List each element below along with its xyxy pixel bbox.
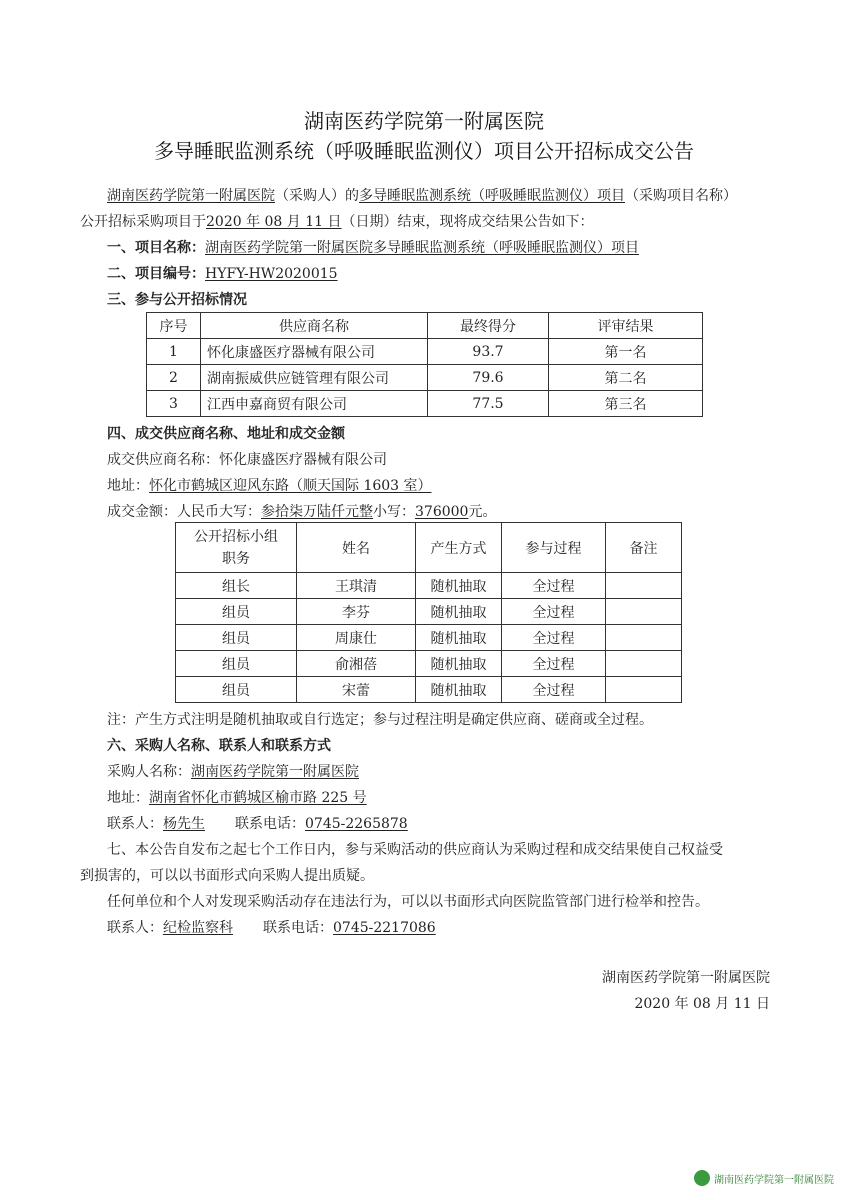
purchaser-name-label: 采购人名称： — [107, 764, 191, 780]
panel-cell: 李芬 — [297, 599, 416, 625]
purchaser-phone-value: 0745-2265878 — [305, 816, 408, 832]
bid-cell: 湖南振威供应链管理有限公司 — [201, 365, 428, 391]
purchaser-address-value: 湖南省怀化市鹤城区榆市路 225 号 — [149, 790, 367, 806]
section7-line2: 到损害的，可以以书面形式向采购人提出质疑。 — [80, 868, 374, 884]
intro-date: 2020 年 08 月 11 日 — [206, 214, 342, 230]
watermark-logo — [694, 1170, 834, 1186]
bid-cell: 江西申嘉商贸有限公司 — [201, 391, 428, 417]
panel-cell: 周康仕 — [297, 625, 416, 651]
bid-header-cell: 供应商名称 — [201, 313, 428, 339]
amount-mid: 小写： — [373, 504, 415, 520]
panel-cell — [606, 651, 682, 677]
panel-cell: 随机抽取 — [416, 677, 502, 703]
bid-table-header — [147, 313, 703, 339]
bid-header-cell: 序号 — [147, 313, 201, 339]
note: 注：产生方式注明是随机抽取或自行选定；参与过程注明是确定供应商、磋商或全过程。 — [107, 712, 653, 728]
bid-cell: 3 — [147, 391, 201, 417]
purchaser-name-value: 湖南医药学院第一附属医院 — [191, 764, 359, 780]
watermark-text: 湖南医药学院第一附属医院 — [714, 1174, 834, 1186]
panel-cell: 组员 — [176, 599, 297, 625]
panel-header-line2: 职务 — [222, 550, 250, 567]
panel-cell: 随机抽取 — [416, 599, 502, 625]
panel-cell: 全过程 — [502, 651, 606, 677]
panel-header-line1: 公开招标小组 — [194, 528, 278, 545]
panel-cell: 全过程 — [502, 573, 606, 599]
bid-cell: 第一名 — [549, 339, 703, 365]
bid-cell: 93.7 — [428, 339, 549, 365]
panel-cell — [606, 599, 682, 625]
amount-upper: 参拾柒万陆仟元整 — [261, 504, 373, 520]
bid-cell: 1 — [147, 339, 201, 365]
page-title-org: 湖南医药学院第一附属医院 — [304, 109, 544, 133]
panel-table — [175, 522, 682, 703]
table-row — [176, 599, 682, 625]
table-row — [147, 391, 703, 417]
panel-cell: 王琪清 — [297, 573, 416, 599]
panel-cell: 组长 — [176, 573, 297, 599]
section1-label: 一、项目名称： — [107, 240, 205, 256]
bid-table — [146, 312, 703, 417]
panel-cell: 随机抽取 — [416, 651, 502, 677]
bid-cell: 怀化康盛医疗器械有限公司 — [201, 339, 428, 365]
panel-cell: 组员 — [176, 651, 297, 677]
purchaser-contact-value: 杨先生 — [163, 816, 205, 832]
intro-project: 多导睡眠监测系统（呼吸睡眠监测仪）项目 — [359, 188, 625, 204]
panel-table-header — [176, 523, 682, 573]
purchaser-phone-label: 联系电话： — [235, 816, 305, 832]
panel-cell: 组员 — [176, 677, 297, 703]
section7-contact — [107, 918, 436, 938]
section4-address-label: 地址： — [107, 478, 149, 494]
hospital-logo-icon — [694, 1170, 710, 1186]
intro-line-2 — [80, 212, 594, 232]
purchaser-address — [107, 788, 367, 808]
section4-address — [107, 476, 432, 496]
panel-cell — [606, 573, 682, 599]
table-row — [147, 339, 703, 365]
panel-header-cell: 参与过程 — [502, 523, 606, 573]
purchaser-contact — [107, 814, 408, 834]
panel-cell: 全过程 — [502, 599, 606, 625]
intro-project-note: （采购项目名称） — [625, 188, 737, 204]
section7-line3: 任何单位和个人对发现采购活动存在违法行为，可以以书面形式向医院监管部门进行检举和控告。 — [107, 894, 709, 910]
table-row — [176, 573, 682, 599]
oversight-phone-label: 联系电话： — [263, 920, 333, 936]
panel-cell: 俞湘蓓 — [297, 651, 416, 677]
panel-header-cell: 姓名 — [297, 523, 416, 573]
panel-header-cell: 备注 — [606, 523, 682, 573]
table-row — [147, 365, 703, 391]
bid-header-cell: 最终得分 — [428, 313, 549, 339]
section6-label: 六、采购人名称、联系人和联系方式 — [107, 738, 331, 754]
table-row — [176, 677, 682, 703]
section4-amount — [107, 502, 496, 522]
oversight-contact-value: 纪检监察科 — [163, 920, 233, 936]
panel-cell: 全过程 — [502, 625, 606, 651]
intro-purchaser: 湖南医药学院第一附属医院 — [107, 188, 275, 204]
panel-header-cell — [176, 523, 297, 573]
section4-supplier: 成交供应商名称：怀化康盛医疗器械有限公司 — [107, 452, 387, 468]
section2 — [107, 264, 338, 284]
section1-value: 湖南医药学院第一附属医院多导睡眠监测系统（呼吸睡眠监测仪）项目 — [205, 240, 639, 256]
bid-cell: 79.6 — [428, 365, 549, 391]
section3-label: 三、参与公开招标情况 — [107, 292, 247, 308]
table-row — [176, 625, 682, 651]
purchaser-contact-label: 联系人： — [107, 816, 163, 832]
amount-label: 成交金额：人民币大写： — [107, 504, 261, 520]
bid-header-cell: 评审结果 — [549, 313, 703, 339]
panel-cell — [606, 625, 682, 651]
panel-cell: 组员 — [176, 625, 297, 651]
oversight-phone-value: 0745-2217086 — [333, 920, 436, 936]
section4-label: 四、成交供应商名称、地址和成交金额 — [107, 426, 345, 442]
purchaser-name — [107, 762, 359, 782]
intro-purchaser-note: （采购人）的 — [275, 188, 359, 204]
section1 — [107, 238, 639, 258]
bid-cell: 第二名 — [549, 365, 703, 391]
bid-cell: 第三名 — [549, 391, 703, 417]
bid-cell: 2 — [147, 365, 201, 391]
bid-cell: 77.5 — [428, 391, 549, 417]
panel-cell: 随机抽取 — [416, 625, 502, 651]
signature-org: 湖南医药学院第一附属医院 — [602, 970, 770, 986]
signature-date: 2020 年 08 月 11 日 — [634, 996, 770, 1012]
amount-unit: 元。 — [468, 504, 497, 520]
section7-line1: 七、本公告自发布之起七个工作日内，参与采购活动的供应商认为采购过程和成交结果使自己权益受 — [107, 842, 723, 858]
section2-value: HYFY-HW2020015 — [205, 266, 338, 282]
panel-cell: 全过程 — [502, 677, 606, 703]
panel-cell — [606, 677, 682, 703]
purchaser-address-label: 地址： — [107, 790, 149, 806]
section2-label: 二、项目编号： — [107, 266, 205, 282]
page-title: 多导睡眠监测系统（呼吸睡眠监测仪）项目公开招标成交公告 — [154, 139, 694, 163]
panel-cell: 宋蕾 — [297, 677, 416, 703]
panel-header-cell: 产生方式 — [416, 523, 502, 573]
section4-address-value: 怀化市鹤城区迎风东路（顺天国际 1603 室） — [149, 478, 432, 494]
oversight-contact-label: 联系人： — [107, 920, 163, 936]
panel-cell: 随机抽取 — [416, 573, 502, 599]
intro-line2-suffix: （日期）结束，现将成交结果公告如下： — [341, 214, 594, 230]
intro-line2-prefix: 公开招标采购项目于 — [80, 214, 206, 230]
amount-lower: 376000 — [415, 504, 469, 520]
table-row — [176, 651, 682, 677]
intro-line-1 — [107, 186, 737, 206]
